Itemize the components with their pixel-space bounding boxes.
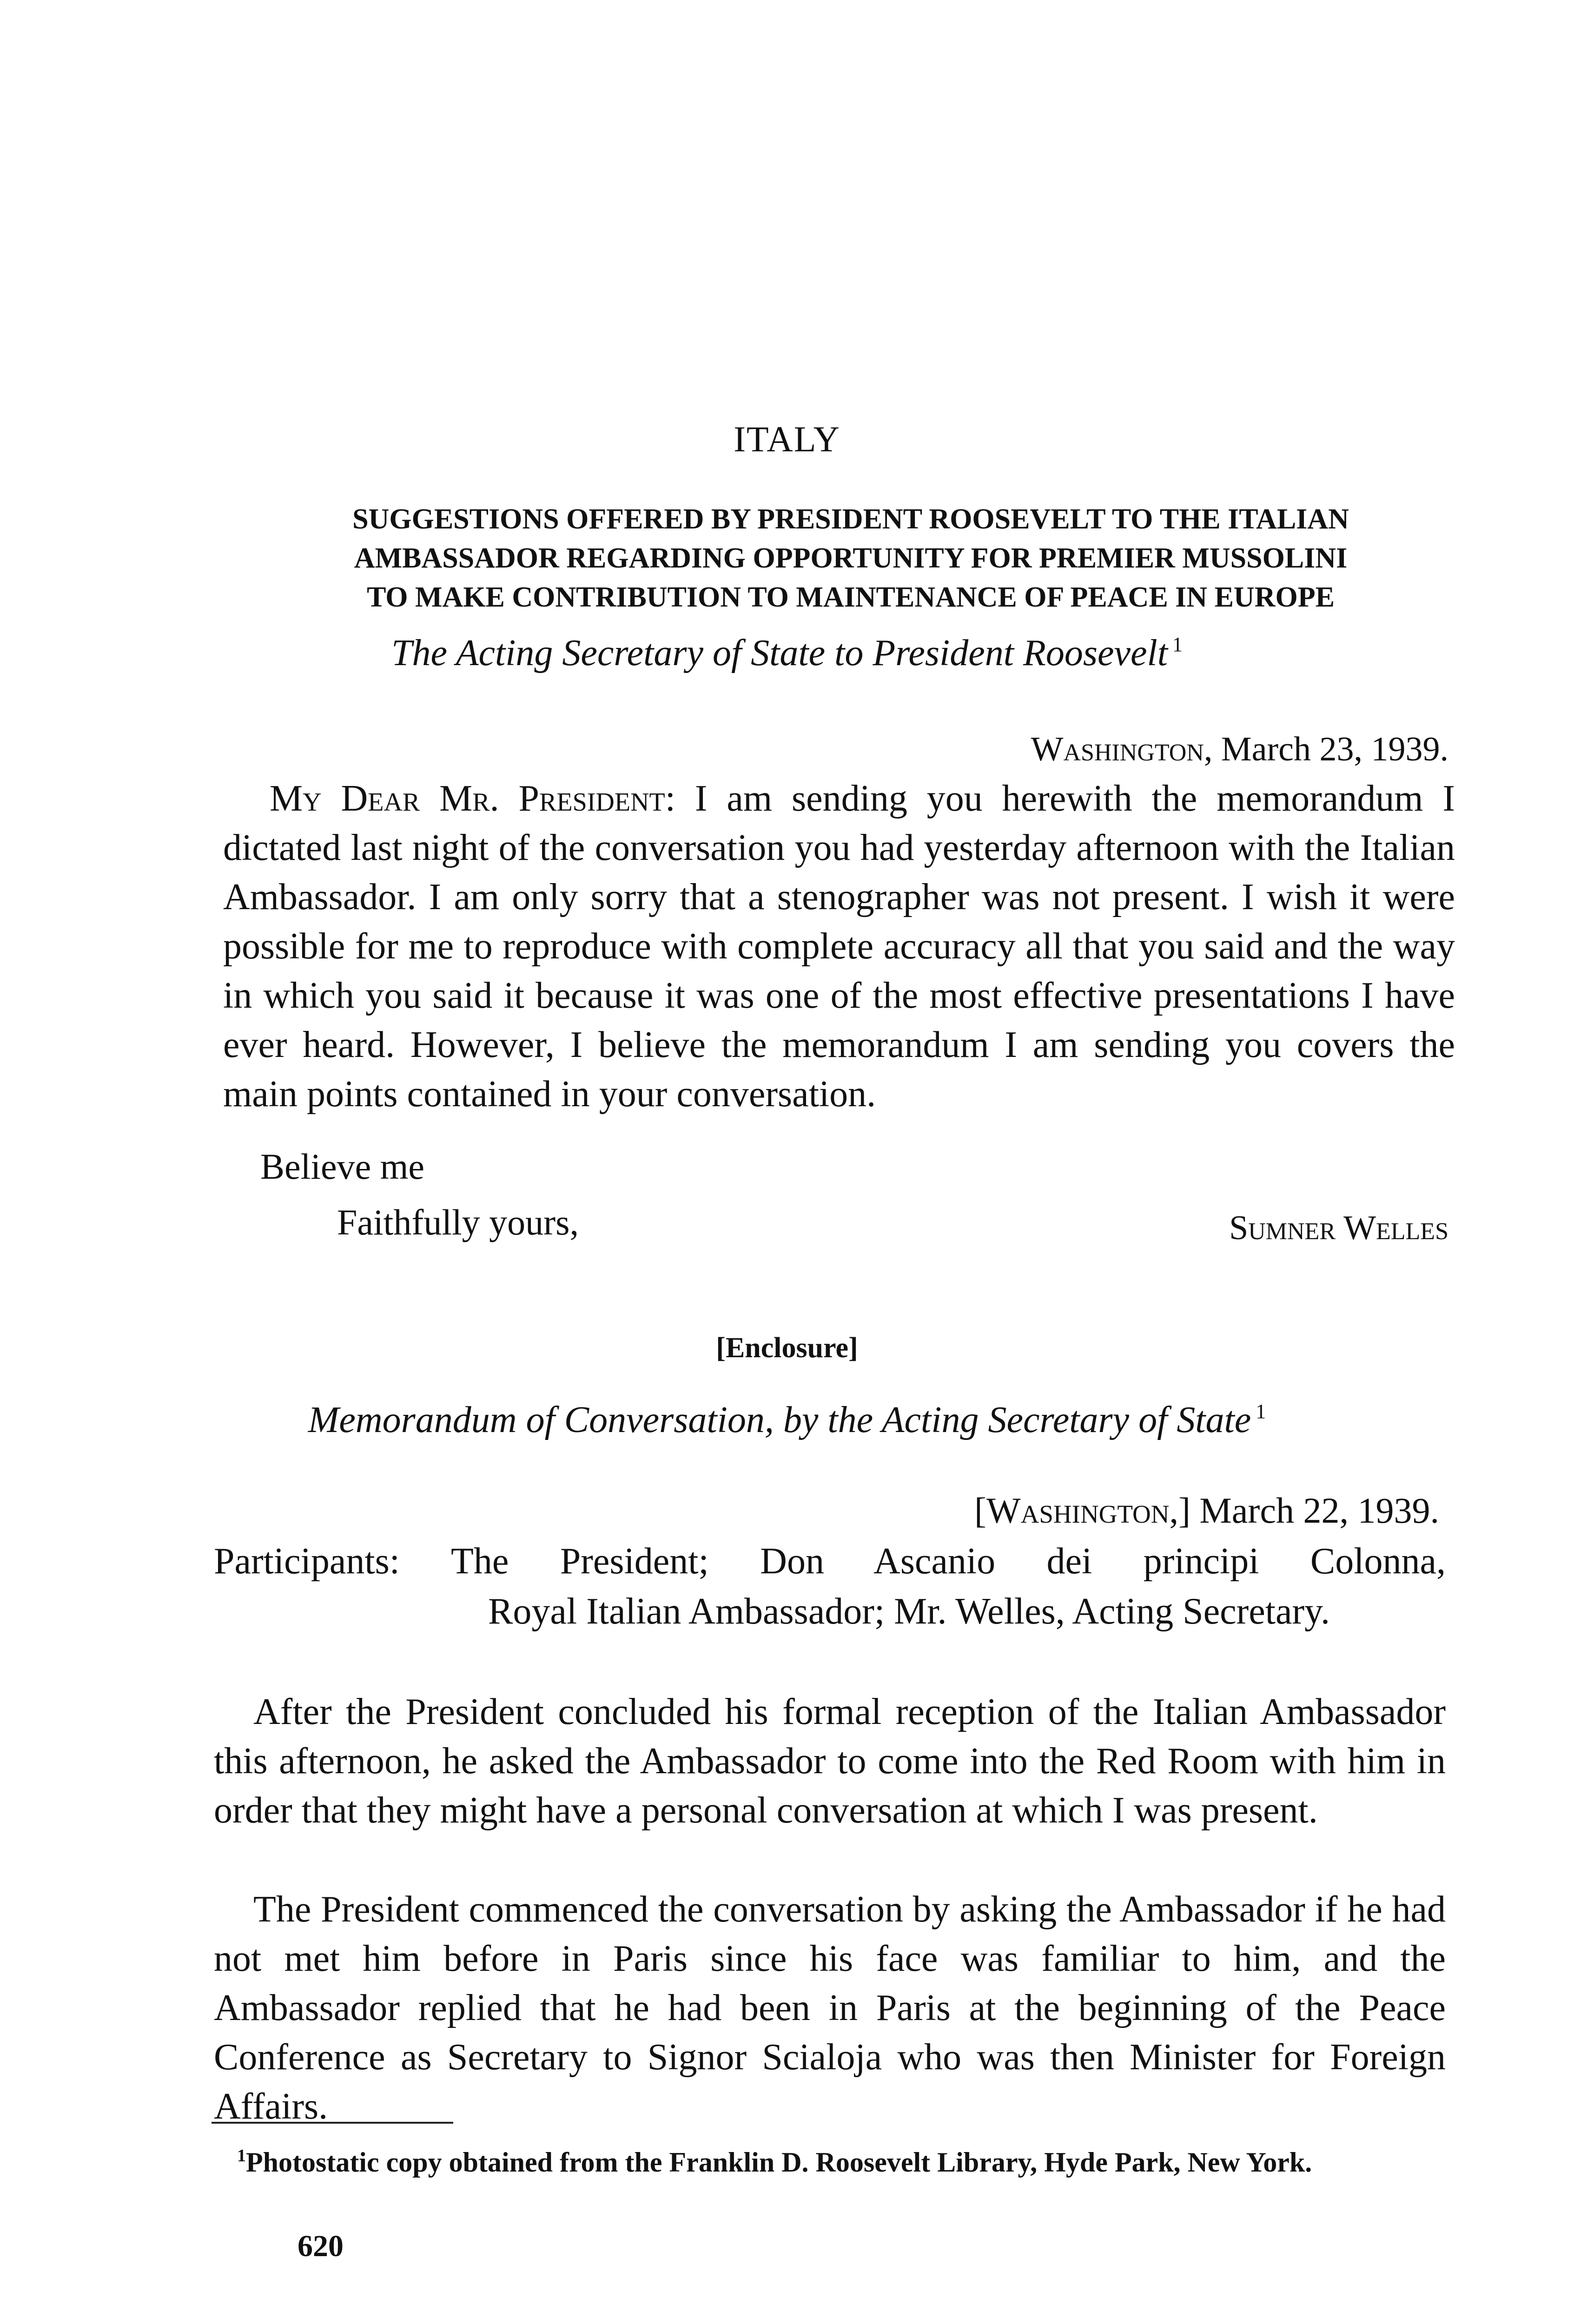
participants-continuation: Royal Italian Ambassador; Mr. Welles, Acting Secretary. [488,1591,1330,1632]
headline-line: TO MAKE CONTRIBUTION TO MAINTENANCE OF PEACE IN EUROPE [367,581,1335,613]
participants-block [214,1536,1446,1637]
letter-body [223,774,1455,1119]
dateline-place: Washington [1031,730,1204,768]
enclosure-label: [Enclosure] [716,1332,858,1364]
dateline-date: , March 23, 1939. [1204,730,1448,768]
headline-line: AMBASSADOR REGARDING OPPORTUNITY FOR PREMIER MUSSOLINI [354,542,1348,574]
memo-heading [0,1399,1574,1441]
participants-list [451,1536,1446,1637]
signature: Sumner Welles [1229,1209,1448,1247]
footnote-text: Photostatic copy obtained from the Franklin D. Roosevelt Library, Hyde Park, New York. [246,2147,1312,2178]
memo-paragraph-2: The President commenced the conversation by asking the Ambassador if he had not met him before in Paris since his face was familiar to him, and the Ambassador replied that he had been in Paris at the beginning of the Peace Conference as Secretary to Signor Scialoja who was then Minister for Foreign Affairs. [214,1889,1446,2127]
dateline-place: Washington [986,1490,1170,1531]
footnote-marker: 1 [237,2146,246,2166]
memo-paragraph-1: After the President concluded his formal reception of the Italian Ambassador this afternoon, he asked the Ambassador to come into the Red Room with him in order that they might have a personal conversation at which I was present. [214,1691,1446,1831]
memo-heading-text: Memorandum of Conversation, by the Acting Secretary of State [308,1400,1251,1440]
footnote-reference: 1 [1172,633,1183,656]
participants-first-line: The President; Don Ascanio dei principi Colonna, [451,1541,1446,1582]
closing-believe-me: Believe me [260,1146,425,1187]
dateline-date: ,] March 22, 1939. [1169,1490,1439,1531]
dateline-bracket: [ [974,1490,986,1531]
footnote-reference: 1 [1256,1400,1266,1423]
country-title: ITALY [734,419,840,459]
letter-dateline [1031,730,1448,769]
memo-dateline [974,1490,1439,1532]
headline-line: SUGGESTIONS OFFERED BY PRESIDENT ROOSEVELT TO THE ITALIAN [352,503,1349,535]
letter-heading [0,632,1574,674]
letter-heading-text: The Acting Secretary of State to President Roosevelt [391,633,1168,673]
footnote-divider [212,2122,453,2124]
closing-faithfully: Faithfully yours, [337,1202,579,1242]
footnote [209,2138,1441,2180]
participants-label: Participants: [214,1541,400,1582]
salutation: My Dear Mr. President [270,778,665,819]
letter-body-text: : I am sending you herewith the memorandum I dictated last night of the conversation you had yesterday afternoon with the Italian Ambassador. I am only sorry that a stenographer was not present. I wish it were possible for me to reproduce with complete accuracy all that you said and the way in which you said it because it was one of the most effective presentations I have ever heard. However, I believe the memorandum I am sending you covers the main points contained in your conversation. [223,778,1455,1115]
page-number: 620 [298,2229,344,2263]
section-headline [237,500,1464,617]
